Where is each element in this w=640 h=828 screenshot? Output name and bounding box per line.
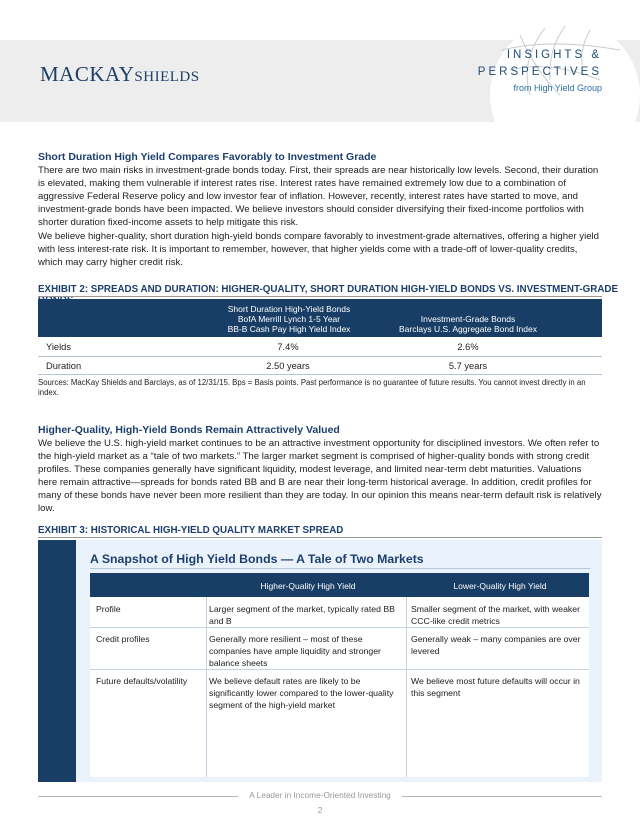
globe-emblem: [490, 20, 640, 170]
row-higher-quality: We believe default rates are likely to be significantly lower compared to the lower-quality segment of the high-yield market: [209, 676, 394, 710]
exhibit2-col1-line2: BofA Merrill Lynch 1-5 Year: [237, 314, 341, 324]
exhibit3-head-lower: Lower-Quality High Yield: [453, 581, 547, 591]
exhibit2-title: EXHIBIT 2: SPREADS AND DURATION: HIGHER-QUALITY, SHORT DURATION HIGH-YIELD BONDS VS. INVESTMENT-GRADE: [38, 284, 619, 295]
exhibit3-side-bar: [38, 540, 76, 782]
row-higher-quality: Generally more resilient – most of these companies have ample liquidity and stronger balance sheets: [209, 634, 381, 668]
insights-perspectives: [478, 47, 602, 95]
row-divider: [90, 669, 589, 670]
exhibit2-col2-line1: Investment-Grade Bonds: [420, 314, 516, 324]
exhibit2-col2-line2: Barclays U.S. Aggregate Bond Index: [399, 324, 537, 334]
exhibit3-head-higher: Higher-Quality High Yield: [260, 581, 356, 591]
exhibit2-source: Sources: MacKay Shields and Barclays, as of 12/31/15. Bps = Basis points. Past performance is no guarantee of future results. You cannot invest directly in an index.: [38, 378, 586, 397]
exhibit3-box-rule: [90, 568, 590, 569]
row-label: Yields: [46, 342, 71, 352]
row-lower-quality: Generally weak – many companies are over levered: [411, 634, 581, 656]
row-divider: [90, 627, 589, 628]
exhibit2-col1-line1: Short Duration High-Yield Bonds: [227, 304, 351, 314]
exhibit2-col1-header: [208, 304, 370, 334]
row-label: Credit profiles: [96, 634, 150, 644]
section2-para: We believe the U.S. high-yield market continues to be an attractive investment opportunity for disciplined investors. We often refer to the high-yield market as a “tale of two markets.” The larger market segment is comprised of higher-quality bonds with strong credit profiles. These companies generally have significant liquidity, modest leverage, and limited near-term debt maturities. Valuations here remain attractive—spreads for bonds rated BB and B are near their long-term historical average. In addition, credit profiles for many of these bonds have never been more resilient than they are today. In our opinion this means near-term default risk is relatively low.: [38, 438, 602, 514]
globe-grid-icon: [490, 20, 640, 170]
footer-tagline: A Leader in Income-Oriented Investing: [249, 790, 391, 800]
logo-shields: SHIELDS: [134, 69, 200, 85]
row-value-hy: 7.4%: [277, 342, 299, 352]
section1-para2: We believe higher-quality, short duration high-yield bonds compare favorably to investment-grade alternatives, offering a higher yield with less interest-rate risk. It is important to remember, however, that higher yields come with a trade-off of lower-quality credits, which may carry higher credit risk.: [38, 231, 600, 268]
insights-line1: INSIGHTS &: [506, 49, 602, 61]
exhibit3-table: [90, 597, 589, 777]
insights-sub: from High Yield Group: [513, 83, 602, 93]
section2-title: Higher-Quality, High-Yield Bonds Remain Attractively Valued: [38, 424, 340, 436]
row-divider: [38, 374, 602, 375]
logo-mackay: MACKAY: [40, 62, 135, 86]
exhibit3-box-title: A Snapshot of High Yield Bonds — A Tale of Two Markets: [90, 552, 424, 566]
row-lower-quality: Smaller segment of the market, with weaker CCC-like credit metrics: [411, 604, 580, 626]
company-logo: [40, 62, 200, 87]
insights-line2: PERSPECTIVES: [477, 66, 602, 78]
exhibit2-col1-line3: BB-B Cash Pay High Yield Index: [227, 324, 351, 334]
row-value-hy: 2.50 years: [266, 361, 310, 371]
row-lower-quality: We believe most future defaults will occur in this segment: [411, 676, 580, 698]
row-label: Future defaults/volatility: [96, 676, 188, 686]
page-number: 2: [317, 805, 323, 815]
exhibit2-header: [38, 299, 602, 337]
row-value-ig: 5.7 years: [448, 361, 488, 371]
column-divider: [206, 597, 207, 777]
table-row: [38, 338, 602, 358]
exhibit2-col2-header: [388, 314, 548, 334]
exhibit3-rule: [38, 537, 602, 538]
exhibit3-title: EXHIBIT 3: HISTORICAL HIGH-YIELD QUALITY MARKET SPREAD: [38, 525, 344, 536]
row-label: Duration: [46, 361, 82, 371]
exhibit2-rule: [38, 296, 602, 297]
exhibit3-table-header: [90, 573, 589, 597]
row-label: Profile: [96, 604, 121, 614]
section1-para1: There are two main risks in investment-grade bonds today. First, their spreads are near historically low levels. Second, their duration is elevated, making them vulnerable if interest rates rise. Interest rates have remained extremely low due to a combination of aggressive Federal Reserve policy and low investor fear of inflation. However, recently, interest rates have started to move, and investment-grade bonds have been impacted. We believe investors should consider diversifying their fixed-income portfolios with shorter duration fixed-income assets to help mitigate this risk.: [38, 165, 599, 228]
section1-title: Short Duration High Yield Compares Favorably to Investment Grade: [38, 151, 377, 163]
column-divider: [406, 597, 407, 777]
row-higher-quality: Larger segment of the market, typically rated BB and B: [209, 604, 395, 626]
row-value-ig: 2.6%: [457, 342, 479, 352]
